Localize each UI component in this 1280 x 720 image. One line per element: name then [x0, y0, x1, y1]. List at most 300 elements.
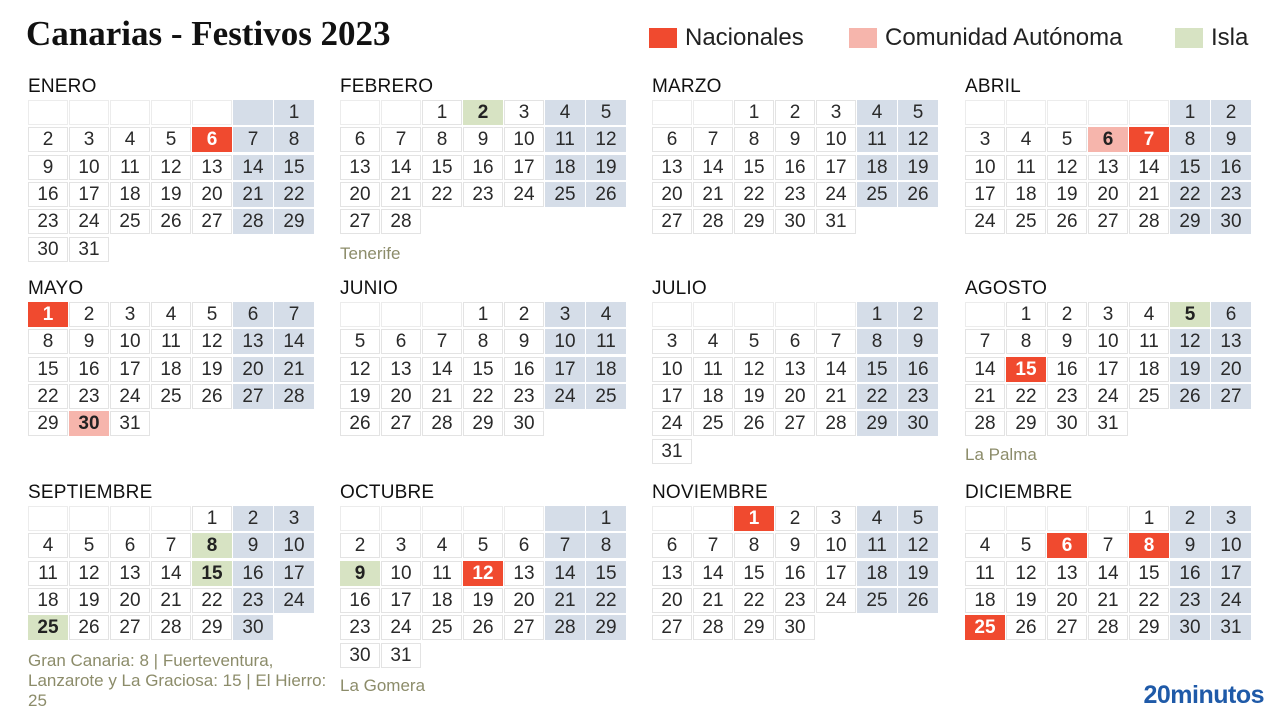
legend-item-comunidad — [849, 26, 1123, 50]
day-cell: 13 — [504, 561, 544, 586]
day-cell: 7 — [274, 302, 314, 327]
day-cell: 12 — [586, 127, 626, 152]
day-cell: 16 — [1170, 561, 1210, 586]
empty-day-cell — [381, 100, 421, 125]
day-cell: 27 — [110, 615, 150, 640]
day-cell: 19 — [340, 384, 380, 409]
day-cell: 30 — [1211, 209, 1251, 234]
empty-day-cell — [545, 506, 585, 531]
day-cell: 13 — [110, 561, 150, 586]
day-cell: 30 — [504, 411, 544, 436]
day-cell: 21 — [965, 384, 1005, 409]
holiday-isla-cell: 2 — [463, 100, 503, 125]
day-cell: 11 — [1006, 155, 1046, 180]
day-cell: 13 — [652, 155, 692, 180]
day-cell: 16 — [1047, 357, 1087, 382]
day-cell: 26 — [586, 182, 626, 207]
holiday-nacional-cell: 15 — [1006, 357, 1046, 382]
day-cell: 31 — [652, 439, 692, 464]
empty-day-cell — [151, 506, 191, 531]
day-cell: 20 — [652, 588, 692, 613]
month-name: ABRIL — [965, 76, 1021, 97]
day-cell: 16 — [1211, 155, 1251, 180]
holiday-autonomica-cell: 30 — [69, 411, 109, 436]
day-cell: 15 — [586, 561, 626, 586]
day-cell: 21 — [274, 357, 314, 382]
day-cell: 14 — [545, 561, 585, 586]
day-cell: 20 — [1211, 357, 1251, 382]
day-cell: 19 — [69, 588, 109, 613]
day-cell: 6 — [652, 127, 692, 152]
day-cell: 8 — [463, 329, 503, 354]
day-cell: 27 — [775, 411, 815, 436]
day-cell: 25 — [857, 182, 897, 207]
empty-day-cell — [1006, 506, 1046, 531]
day-cell: 21 — [1129, 182, 1169, 207]
day-cell: 17 — [816, 561, 856, 586]
day-cell: 5 — [898, 506, 938, 531]
day-cell: 21 — [693, 182, 733, 207]
day-cell: 24 — [816, 182, 856, 207]
day-cell: 6 — [775, 329, 815, 354]
legend-item-nacionales — [649, 26, 804, 50]
day-cell: 20 — [775, 384, 815, 409]
day-cell: 21 — [816, 384, 856, 409]
day-cell: 1 — [1170, 100, 1210, 125]
day-cell: 11 — [545, 127, 585, 152]
day-cell: 17 — [816, 155, 856, 180]
day-cell: 26 — [192, 384, 232, 409]
day-cell: 27 — [652, 209, 692, 234]
day-cell: 18 — [151, 357, 191, 382]
day-cell: 8 — [586, 533, 626, 558]
day-cell: 21 — [1088, 588, 1128, 613]
day-cell: 4 — [857, 506, 897, 531]
day-cell: 18 — [1129, 357, 1169, 382]
day-cell: 11 — [28, 561, 68, 586]
day-cell: 2 — [1047, 302, 1087, 327]
day-cell: 29 — [274, 209, 314, 234]
empty-day-cell — [1006, 100, 1046, 125]
day-cell: 22 — [1129, 588, 1169, 613]
day-cell: 31 — [1211, 615, 1251, 640]
day-cell: 8 — [1170, 127, 1210, 152]
day-cell: 9 — [1211, 127, 1251, 152]
day-cell: 28 — [1129, 209, 1169, 234]
day-cell: 15 — [274, 155, 314, 180]
day-cell: 15 — [734, 155, 774, 180]
day-cell: 27 — [1211, 384, 1251, 409]
holiday-nacional-cell: 6 — [192, 127, 232, 152]
empty-day-cell — [652, 100, 692, 125]
day-cell: 14 — [233, 155, 273, 180]
day-cell: 3 — [816, 506, 856, 531]
empty-day-cell — [652, 506, 692, 531]
day-cell: 29 — [586, 615, 626, 640]
day-cell: 26 — [898, 588, 938, 613]
day-cell: 7 — [693, 127, 733, 152]
day-cell: 20 — [652, 182, 692, 207]
day-cell: 17 — [1088, 357, 1128, 382]
day-cell: 26 — [734, 411, 774, 436]
empty-day-cell — [1047, 100, 1087, 125]
day-cell: 17 — [110, 357, 150, 382]
day-cell: 22 — [1170, 182, 1210, 207]
day-cell: 5 — [586, 100, 626, 125]
day-cell: 17 — [504, 155, 544, 180]
day-cell: 16 — [340, 588, 380, 613]
legend-label-comunidad: Comunidad Autónoma — [885, 24, 1123, 51]
day-cell: 20 — [233, 357, 273, 382]
day-cell: 1 — [422, 100, 462, 125]
day-cell: 6 — [110, 533, 150, 558]
empty-day-cell — [775, 302, 815, 327]
note-la-palma: La Palma — [965, 445, 1037, 464]
day-cell: 9 — [233, 533, 273, 558]
day-cell: 16 — [775, 561, 815, 586]
holiday-autonomica-cell: 6 — [1088, 127, 1128, 152]
month-name: ENERO — [28, 76, 97, 97]
day-cell: 27 — [1088, 209, 1128, 234]
day-cell: 17 — [1211, 561, 1251, 586]
day-cell: 1 — [463, 302, 503, 327]
day-cell: 28 — [965, 411, 1005, 436]
day-cell: 3 — [274, 506, 314, 531]
day-cell: 22 — [192, 588, 232, 613]
legend-swatch-comunidad — [849, 28, 877, 48]
day-cell: 4 — [693, 329, 733, 354]
day-cell: 11 — [965, 561, 1005, 586]
day-cell: 1 — [857, 302, 897, 327]
day-cell: 17 — [965, 182, 1005, 207]
note-tenerife: Tenerife — [340, 244, 401, 263]
empty-day-cell — [965, 302, 1005, 327]
day-cell: 26 — [1170, 384, 1210, 409]
day-cell: 28 — [1088, 615, 1128, 640]
day-cell: 6 — [652, 533, 692, 558]
day-cell: 23 — [898, 384, 938, 409]
day-cell: 18 — [28, 588, 68, 613]
day-cell: 3 — [110, 302, 150, 327]
day-cell: 12 — [898, 533, 938, 558]
day-cell: 29 — [1006, 411, 1046, 436]
day-cell: 9 — [775, 533, 815, 558]
holiday-nacional-cell: 1 — [28, 302, 68, 327]
day-cell: 28 — [422, 411, 462, 436]
day-cell: 16 — [28, 182, 68, 207]
day-cell: 6 — [504, 533, 544, 558]
day-cell: 23 — [463, 182, 503, 207]
day-cell: 27 — [233, 384, 273, 409]
day-cell: 30 — [28, 237, 68, 262]
day-cell: 15 — [463, 357, 503, 382]
day-cell: 19 — [586, 155, 626, 180]
day-cell: 11 — [1129, 329, 1169, 354]
empty-day-cell — [340, 506, 380, 531]
empty-day-cell — [1129, 100, 1169, 125]
day-cell: 15 — [1170, 155, 1210, 180]
empty-day-cell — [28, 100, 68, 125]
day-cell: 11 — [586, 329, 626, 354]
month-name: OCTUBRE — [340, 482, 435, 503]
day-cell: 10 — [110, 329, 150, 354]
day-cell: 22 — [734, 182, 774, 207]
day-cell: 13 — [652, 561, 692, 586]
day-cell: 26 — [463, 615, 503, 640]
day-cell: 23 — [69, 384, 109, 409]
day-cell: 15 — [28, 357, 68, 382]
day-cell: 5 — [151, 127, 191, 152]
day-cell: 25 — [857, 588, 897, 613]
day-cell: 11 — [110, 155, 150, 180]
day-cell: 21 — [693, 588, 733, 613]
day-cell: 24 — [1088, 384, 1128, 409]
empty-day-cell — [693, 506, 733, 531]
day-cell: 1 — [734, 100, 774, 125]
day-cell: 31 — [69, 237, 109, 262]
empty-day-cell — [422, 506, 462, 531]
day-cell: 2 — [898, 302, 938, 327]
day-cell: 18 — [965, 588, 1005, 613]
day-cell: 23 — [775, 182, 815, 207]
empty-day-cell — [110, 506, 150, 531]
day-cell: 19 — [1006, 588, 1046, 613]
day-cell: 23 — [775, 588, 815, 613]
day-cell: 5 — [734, 329, 774, 354]
day-cell: 28 — [233, 209, 273, 234]
empty-day-cell — [422, 302, 462, 327]
day-cell: 20 — [1088, 182, 1128, 207]
day-cell: 2 — [340, 533, 380, 558]
holiday-nacional-cell: 8 — [1129, 533, 1169, 558]
day-cell: 19 — [734, 384, 774, 409]
day-cell: 4 — [857, 100, 897, 125]
day-cell: 22 — [586, 588, 626, 613]
day-cell: 8 — [28, 329, 68, 354]
day-cell: 20 — [340, 182, 380, 207]
day-cell: 12 — [69, 561, 109, 586]
day-cell: 7 — [151, 533, 191, 558]
day-cell: 13 — [775, 357, 815, 382]
day-cell: 14 — [151, 561, 191, 586]
day-cell: 13 — [1047, 561, 1087, 586]
day-cell: 19 — [192, 357, 232, 382]
month-name: FEBRERO — [340, 76, 434, 97]
holiday-nacional-cell: 1 — [734, 506, 774, 531]
day-cell: 28 — [151, 615, 191, 640]
day-cell: 10 — [816, 533, 856, 558]
day-cell: 29 — [1129, 615, 1169, 640]
day-cell: 14 — [274, 329, 314, 354]
empty-day-cell — [463, 506, 503, 531]
day-cell: 3 — [816, 100, 856, 125]
day-cell: 28 — [381, 209, 421, 234]
day-cell: 2 — [504, 302, 544, 327]
day-cell: 14 — [1129, 155, 1169, 180]
day-cell: 8 — [734, 533, 774, 558]
day-cell: 11 — [857, 533, 897, 558]
day-cell: 10 — [965, 155, 1005, 180]
day-cell: 7 — [233, 127, 273, 152]
empty-day-cell — [340, 302, 380, 327]
day-cell: 16 — [233, 561, 273, 586]
day-cell: 15 — [1129, 561, 1169, 586]
day-cell: 15 — [857, 357, 897, 382]
legend-label-isla: Isla — [1211, 24, 1249, 51]
day-cell: 23 — [28, 209, 68, 234]
day-cell: 5 — [463, 533, 503, 558]
day-cell: 25 — [151, 384, 191, 409]
day-cell: 17 — [381, 588, 421, 613]
day-cell: 13 — [340, 155, 380, 180]
empty-day-cell — [816, 302, 856, 327]
day-cell: 30 — [775, 209, 815, 234]
day-cell: 7 — [1088, 533, 1128, 558]
day-cell: 17 — [69, 182, 109, 207]
legend-swatch-isla — [1175, 28, 1203, 48]
day-cell: 6 — [233, 302, 273, 327]
day-cell: 12 — [1170, 329, 1210, 354]
day-cell: 6 — [340, 127, 380, 152]
day-cell: 20 — [110, 588, 150, 613]
day-cell: 30 — [1047, 411, 1087, 436]
day-cell: 9 — [28, 155, 68, 180]
day-cell: 25 — [1129, 384, 1169, 409]
holiday-isla-cell: 15 — [192, 561, 232, 586]
day-cell: 14 — [816, 357, 856, 382]
note-septiembre-islas: Gran Canaria: 8 | Fuerteventura, Lanzarote y La Graciosa: 15 | El Hierro: 25 — [28, 651, 327, 710]
day-cell: 7 — [816, 329, 856, 354]
day-cell: 5 — [340, 329, 380, 354]
empty-day-cell — [192, 100, 232, 125]
day-cell: 16 — [69, 357, 109, 382]
day-cell: 25 — [110, 209, 150, 234]
month-name: SEPTIEMBRE — [28, 482, 153, 503]
empty-day-cell — [233, 100, 273, 125]
day-cell: 25 — [1006, 209, 1046, 234]
day-cell: 21 — [422, 384, 462, 409]
day-cell: 18 — [422, 588, 462, 613]
day-cell: 2 — [1170, 506, 1210, 531]
day-cell: 16 — [504, 357, 544, 382]
day-cell: 18 — [693, 384, 733, 409]
month-name: AGOSTO — [965, 278, 1048, 299]
day-cell: 16 — [775, 155, 815, 180]
day-cell: 13 — [233, 329, 273, 354]
day-cell: 10 — [545, 329, 585, 354]
day-cell: 24 — [381, 615, 421, 640]
day-cell: 22 — [274, 182, 314, 207]
day-cell: 6 — [381, 329, 421, 354]
day-cell: 23 — [1170, 588, 1210, 613]
day-cell: 8 — [1006, 329, 1046, 354]
day-cell: 10 — [274, 533, 314, 558]
day-cell: 18 — [857, 561, 897, 586]
empty-day-cell — [965, 100, 1005, 125]
empty-day-cell — [110, 100, 150, 125]
day-cell: 8 — [274, 127, 314, 152]
day-cell: 3 — [381, 533, 421, 558]
day-cell: 8 — [857, 329, 897, 354]
day-cell: 23 — [1211, 182, 1251, 207]
empty-day-cell — [69, 100, 109, 125]
day-cell: 26 — [898, 182, 938, 207]
day-cell: 5 — [192, 302, 232, 327]
day-cell: 10 — [381, 561, 421, 586]
day-cell: 24 — [504, 182, 544, 207]
day-cell: 23 — [504, 384, 544, 409]
empty-day-cell — [1088, 100, 1128, 125]
day-cell: 11 — [151, 329, 191, 354]
empty-day-cell — [28, 506, 68, 531]
day-cell: 3 — [652, 329, 692, 354]
day-cell: 15 — [422, 155, 462, 180]
day-cell: 27 — [381, 411, 421, 436]
day-cell: 13 — [192, 155, 232, 180]
day-cell: 29 — [734, 615, 774, 640]
day-cell: 19 — [1170, 357, 1210, 382]
day-cell: 19 — [463, 588, 503, 613]
day-cell: 15 — [734, 561, 774, 586]
day-cell: 26 — [340, 411, 380, 436]
day-cell: 7 — [965, 329, 1005, 354]
day-cell: 21 — [545, 588, 585, 613]
day-cell: 31 — [110, 411, 150, 436]
day-cell: 5 — [1006, 533, 1046, 558]
day-cell: 29 — [734, 209, 774, 234]
day-cell: 14 — [422, 357, 462, 382]
day-cell: 22 — [857, 384, 897, 409]
day-cell: 18 — [545, 155, 585, 180]
day-cell: 13 — [381, 357, 421, 382]
holiday-isla-cell: 9 — [340, 561, 380, 586]
empty-day-cell — [504, 506, 544, 531]
day-cell: 12 — [151, 155, 191, 180]
day-cell: 20 — [381, 384, 421, 409]
day-cell: 6 — [1211, 302, 1251, 327]
day-cell: 2 — [775, 100, 815, 125]
day-cell: 22 — [734, 588, 774, 613]
day-cell: 30 — [898, 411, 938, 436]
day-cell: 26 — [1047, 209, 1087, 234]
holiday-nacional-cell: 12 — [463, 561, 503, 586]
day-cell: 22 — [463, 384, 503, 409]
day-cell: 1 — [1129, 506, 1169, 531]
day-cell: 9 — [69, 329, 109, 354]
empty-day-cell — [652, 302, 692, 327]
day-cell: 29 — [1170, 209, 1210, 234]
day-cell: 10 — [69, 155, 109, 180]
day-cell: 14 — [1088, 561, 1128, 586]
empty-day-cell — [151, 100, 191, 125]
day-cell: 11 — [422, 561, 462, 586]
day-cell: 10 — [1088, 329, 1128, 354]
day-cell: 3 — [1088, 302, 1128, 327]
day-cell: 3 — [965, 127, 1005, 152]
day-cell: 1 — [1006, 302, 1046, 327]
day-cell: 21 — [233, 182, 273, 207]
day-cell: 14 — [965, 357, 1005, 382]
day-cell: 2 — [775, 506, 815, 531]
day-cell: 18 — [857, 155, 897, 180]
day-cell: 27 — [504, 615, 544, 640]
holiday-nacional-cell: 6 — [1047, 533, 1087, 558]
day-cell: 16 — [898, 357, 938, 382]
brand-logo: 20minutos — [1143, 681, 1264, 709]
legend-swatch-nacionales — [649, 28, 677, 48]
empty-day-cell — [69, 506, 109, 531]
day-cell: 9 — [1170, 533, 1210, 558]
